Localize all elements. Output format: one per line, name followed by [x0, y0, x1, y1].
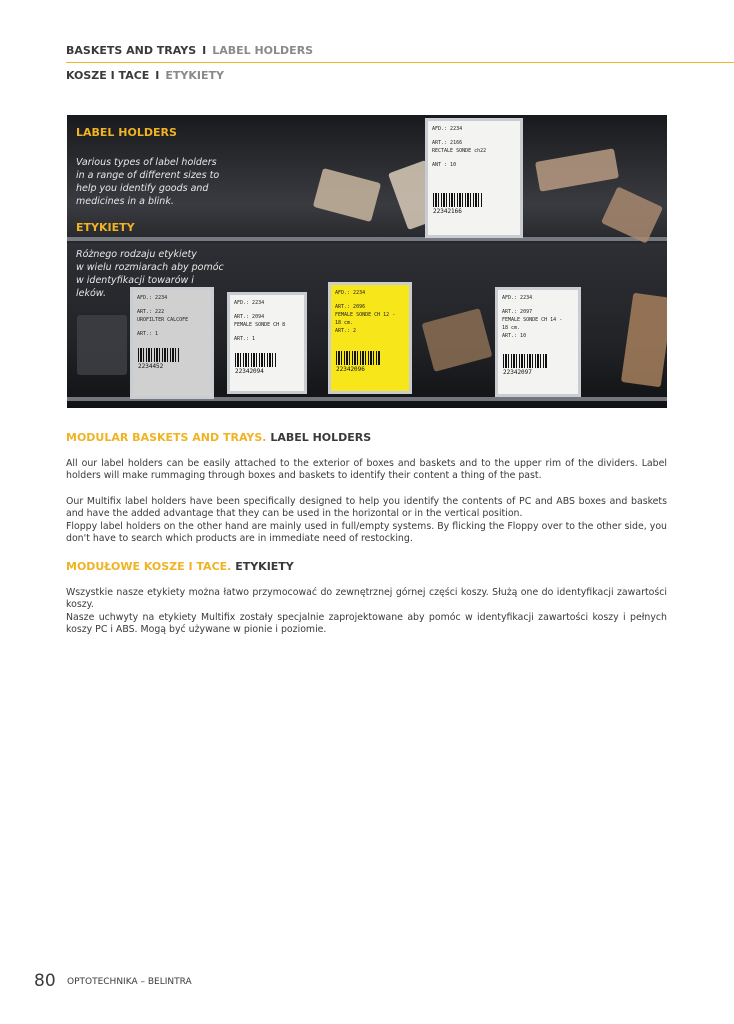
caption-line: Various types of label holders — [76, 157, 217, 168]
caption-text-en — [76, 156, 226, 208]
caption-line: medicines in a blink. — [76, 196, 174, 207]
label-extra: ART.: 10 — [502, 333, 527, 339]
caption-line: help you identify goods and — [76, 183, 209, 194]
label-description: FEMALE SONDE CH 8 — [234, 322, 286, 328]
label-description: FEMALE SONDE CH 12 - — [335, 312, 396, 318]
label-holder — [328, 282, 412, 394]
label-afd: AFD.: 2234 — [137, 295, 168, 301]
label-article: ART.: 2094 — [234, 314, 265, 320]
header-title-pl: KOSZE I TACE — [66, 69, 150, 82]
header-title-en: BASKETS AND TRAYS — [66, 44, 197, 57]
caption-heading-en: LABEL HOLDERS — [76, 126, 177, 139]
header-subtitle-en: LABEL HOLDERS — [212, 44, 314, 57]
label-holder — [130, 287, 214, 399]
caption-line: w wielu rozmiarach aby pomóc — [76, 262, 224, 273]
label-afd: AFD.: 2234 — [234, 300, 265, 306]
section-heading-pl — [66, 560, 294, 573]
footer-publisher: OPTOTECHNIKA – BELINTRA — [67, 977, 192, 987]
paragraph: Our Multifix label holders have been specifically designed to help you identify the contents of PC and ABS boxes and baskets and have the added advantage that they can be used in the horizontal or in the vertical position. — [66, 496, 667, 520]
section-heading-rest: LABEL HOLDERS — [270, 431, 372, 444]
label-article: ART.: 2166 — [432, 140, 463, 146]
label-description: FEMALE SONDE CH 14 - — [502, 317, 563, 323]
label-afd: AFD.: 2234 — [432, 126, 463, 132]
barcode — [235, 353, 277, 367]
paragraph: Floppy label holders on the other hand are mainly used in full/empty systems. By flicking the Floppy over to the other side, you don't have to search which products are in immediate need of restocking. — [66, 521, 667, 545]
section-heading-accent: MODULAR BASKETS AND TRAYS. — [66, 431, 267, 444]
paragraph: Nasze uchwyty na etykiety Multifix zostały specjalnie zaprojektowane aby pomóc w identyfikacji zawartości koszy i pełnych koszy PC i ABS. Mogą być używane w pionie i poziomie. — [66, 612, 667, 636]
header-separator: I — [202, 44, 207, 57]
label-extra: ART.: 1 — [137, 331, 159, 337]
label-holder — [495, 287, 581, 397]
caption-text-pl — [76, 248, 226, 300]
caption-line: in a range of different sizes to — [76, 170, 220, 181]
label-article: ART.: 222 — [137, 309, 165, 315]
header-rule — [66, 62, 734, 63]
paragraph: Wszystkie nasze etykiety można łatwo przymocować do zewnętrznej górnej części koszy. Służą one do identyfikacji zawartości koszy. — [66, 587, 667, 611]
barcode — [138, 348, 180, 362]
section-heading-accent: MODUŁOWE KOSZE I TACE. — [66, 560, 232, 573]
barcode-number: 22342094 — [235, 368, 264, 375]
label-description: UROFILTER CALCOFE — [137, 317, 189, 323]
barcode — [503, 354, 547, 368]
page-number: 80 — [34, 971, 56, 991]
label-extra: 18 cm. — [502, 325, 521, 331]
label-description: RECTALE SONDE ch22 — [432, 148, 487, 154]
barcode — [336, 351, 380, 365]
barcode-number: 22342096 — [336, 366, 365, 373]
label-extra: ART.: 2 — [335, 328, 357, 334]
label-extra: 18 cm. — [335, 320, 354, 326]
barcode-number: 22342097 — [503, 369, 532, 376]
product-package — [77, 315, 127, 375]
section-heading-en — [66, 431, 371, 444]
label-article: ART.: 2097 — [502, 309, 533, 315]
barcode — [433, 193, 483, 207]
label-holder — [425, 118, 523, 238]
label-afd: AFD.: 2234 — [335, 290, 366, 296]
running-header-en — [66, 44, 313, 57]
caption-line: Różnego rodzaju etykiety — [76, 249, 197, 260]
section-heading-rest: ETYKIETY — [235, 560, 294, 573]
barcode-number: 22342166 — [433, 208, 462, 215]
product-photo — [67, 115, 667, 408]
caption-heading-pl: ETYKIETY — [76, 221, 135, 234]
running-header-pl — [66, 69, 224, 82]
label-extra: ANT : 10 — [432, 162, 457, 168]
label-holder — [227, 292, 307, 394]
header-separator: I — [155, 69, 160, 82]
caption-line: w identyfikacji towarów i leków. — [76, 275, 194, 299]
header-subtitle-pl: ETYKIETY — [165, 69, 224, 82]
label-article: ART.: 2096 — [335, 304, 366, 310]
label-extra: ART.: 1 — [234, 336, 256, 342]
barcode-number: 2234452 — [138, 363, 164, 370]
photo-caption — [67, 115, 227, 301]
paragraph: All our label holders can be easily attached to the exterior of boxes and baskets and to the upper rim of the dividers. Label holders will make rummaging through boxes and baskets to identify their content a thing of the past. — [66, 458, 667, 482]
label-afd: AFD.: 2234 — [502, 295, 533, 301]
